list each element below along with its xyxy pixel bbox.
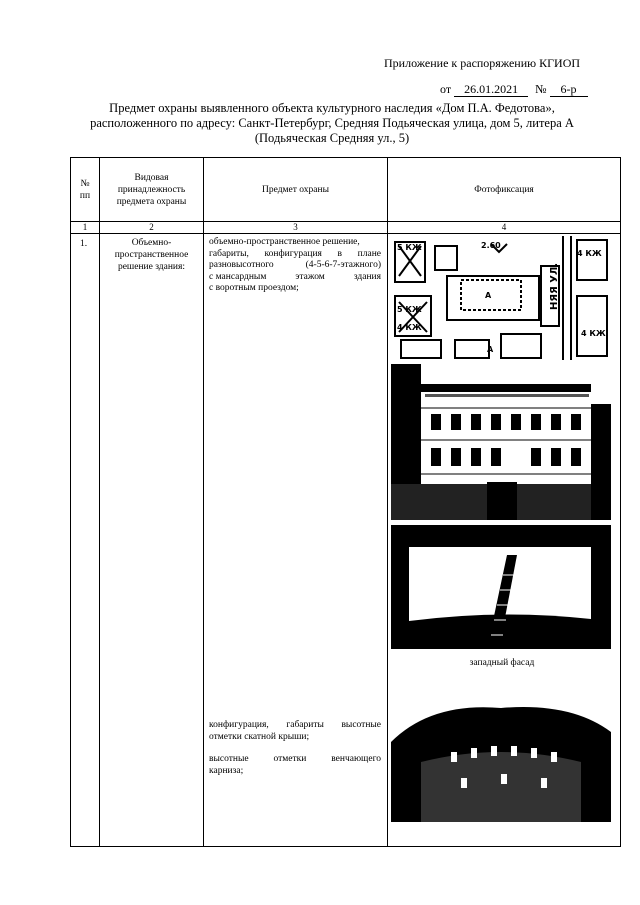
- map-label: 4 КЖ: [581, 329, 606, 338]
- header-kind: Видовая принадлежность предмета охраны: [100, 158, 204, 222]
- column-number: 1: [71, 222, 100, 234]
- subject-line: с воротным проездом;: [209, 283, 299, 293]
- map-label: 5 КЖ: [397, 243, 422, 252]
- appendix-title: Приложение к распоряжению КГИОП: [384, 56, 581, 70]
- number-sign: №: [535, 82, 547, 96]
- subject-line: карниза;: [209, 765, 244, 776]
- map-height-label: 2.60: [481, 241, 501, 250]
- header-subject: Предмет охраны: [204, 158, 388, 222]
- subject-text-1: [209, 237, 381, 295]
- header-number: № пп: [71, 158, 100, 222]
- header-photo: Фотофиксация: [388, 158, 621, 222]
- facade-photo: [391, 364, 611, 520]
- document-heading: [70, 101, 594, 146]
- subject-line: с мансардным этажом здания: [209, 271, 381, 282]
- site-plan-map: [391, 236, 611, 360]
- subject-text-2: конфигурация, габариты высотные отметки скатной крыши;: [209, 720, 381, 742]
- protection-subject-table: [70, 157, 621, 847]
- heading-line-2: расположенного по адресу: Санкт-Петербург, Средняя Подьяческая улица, дом 5, литера А: [90, 116, 574, 130]
- subject-line: разновысотного (4-5-6-7-этажного): [209, 260, 381, 270]
- map-label: 4 КЖ: [397, 323, 422, 332]
- map-letter-label: А: [487, 345, 494, 354]
- roof-photo: [391, 525, 611, 649]
- subject-line: габариты, конфигурация в плане: [209, 248, 381, 259]
- heading-line-3: (Подьяческая Средняя ул., 5): [254, 131, 410, 145]
- subject-text-3: [209, 754, 381, 777]
- column-number-row: [71, 222, 621, 234]
- row-number: 1.: [71, 234, 100, 847]
- header-number-text: пп: [79, 190, 91, 201]
- heading-line-1: Предмет охраны выявленного объекта культурного наследия «Дом П.А. Федотова»,: [109, 101, 555, 115]
- column-number: 2: [100, 222, 204, 234]
- column-number: 4: [388, 222, 621, 234]
- row-subject-cell: [204, 234, 388, 847]
- column-number: 3: [204, 222, 388, 234]
- table-header-row: [71, 158, 621, 222]
- map-label: 4 КЖ: [577, 249, 602, 258]
- map-street-label: НЯЯ УЛ.: [549, 262, 560, 310]
- row-photo-cell: [388, 234, 621, 847]
- order-date: 26.01.2021: [454, 83, 528, 97]
- date-prefix: от: [440, 82, 452, 96]
- order-number: 6-р: [550, 83, 588, 97]
- order-reference: [440, 82, 620, 97]
- table-row: [71, 234, 621, 847]
- courtyard-photo: [391, 682, 611, 822]
- row-kind-cell: [100, 234, 204, 847]
- photo-caption: западный фасад: [469, 658, 535, 668]
- subject-line: объемно-пространственное решение,: [209, 237, 360, 247]
- subject-line: высотные отметки венчающего: [209, 754, 381, 764]
- map-label: 5 КЖ: [397, 305, 422, 314]
- map-letter-label: А: [485, 291, 492, 300]
- row-kind: Объемно-пространственное решение здания:: [114, 238, 189, 272]
